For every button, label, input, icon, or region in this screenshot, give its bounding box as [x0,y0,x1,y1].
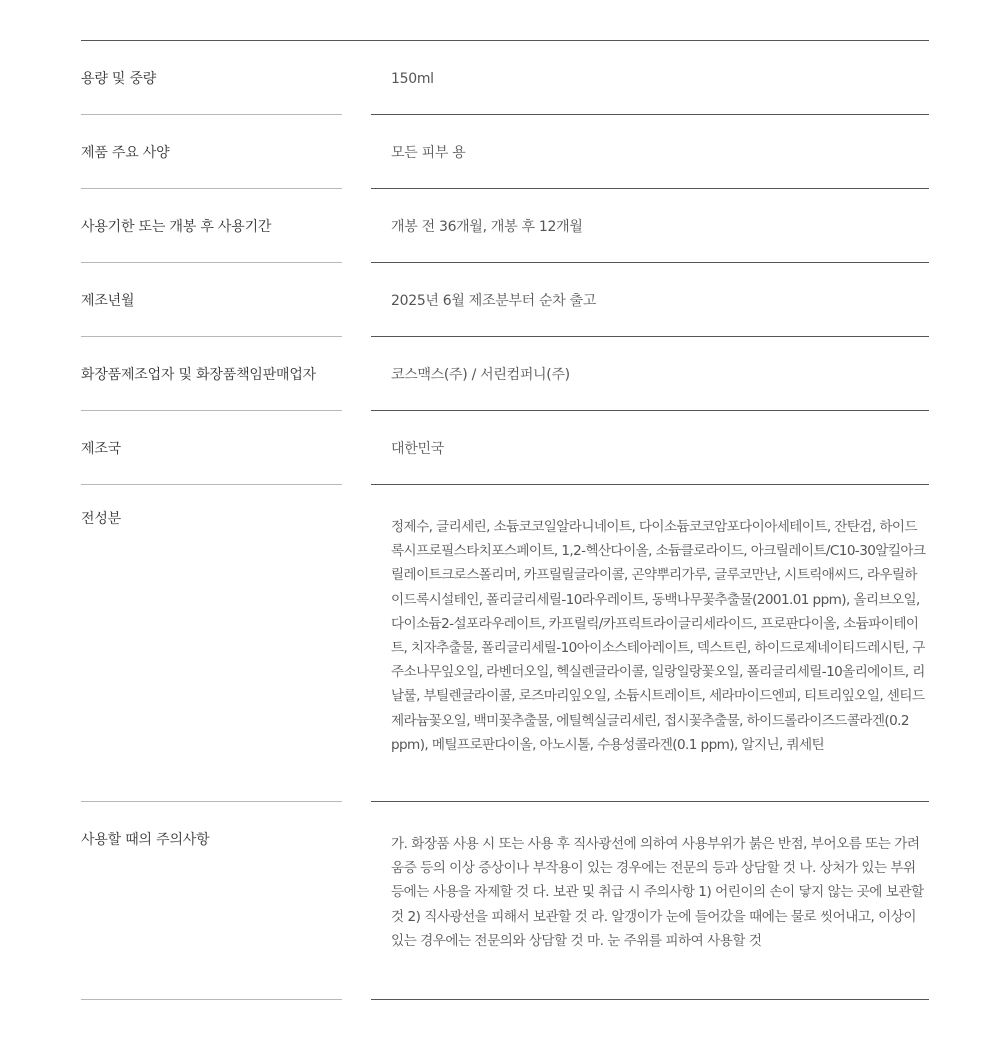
spec-value: 개봉 전 36개월, 개봉 후 12개월 [371,189,929,263]
spec-row-manufacture-date [81,263,929,337]
spec-value: 정제수, 글리세린, 소듐코코일알라니네이트, 다이소듐코코암포다이아세테이트, 잔탄검, 하이드록시프로필스타치포스페이트, 1,2-헥산다이올, 소듐클로라이드, 아크릴레이트/C10-30알킬아크릴레이트크로스폴리머, 카프릴릴글라이콜, 곤약뿌리가루, 글루코만난, 시트릭애씨드, 라우릴하이드록시설테인, 폴리글리세릴-10라우레이트, 동백나무꽃추출물(2001.01 ppm), 올리브오일, 다이소듐2-설포라우레이트, 카프릴릭/카프릭트라이글리세라이드, 프로판다이올, 소듐파이테이트, 치자추출물, 폴리글리세릴-10아이소스테아레이트, 덱스트린, 하이드로제네이티드레시틴, 구주소나무잎오일, 라벤더오일, 헥실렌글라이콜, 일랑일랑꽃오일, 폴리글리세릴-10올리에이트, 리날룰, 부틸렌글라이콜, 로즈마리잎오일, 소듐시트레이트, 세라마이드엔피, 티트리잎오일, 센티드제라늄꽃오일, 백미꽃추출물, 에틸헥실글리세린, 접시꽃추출물, 하이드롤라이즈드콜라겐(0.2 ppm), 메틸프로판다이올, 아노시톨, 수용성콜라겐(0.1 ppm), 알지닌, 쿼세틴 [371,485,929,802]
spec-value: 150ml [371,41,929,115]
spec-label: 사용기한 또는 개봉 후 사용기간 [81,189,342,263]
spec-label: 제품 주요 사양 [81,115,342,189]
spec-row-manufacturer [81,337,929,411]
spec-label: 전성분 [81,485,342,802]
spec-value: 대한민국 [371,411,929,485]
spec-row-ingredients [81,485,929,802]
spec-label: 화장품제조업자 및 화장품책임판매업자 [81,337,342,411]
spec-row-country [81,411,929,485]
spec-label: 사용할 때의 주의사항 [81,802,342,1000]
spec-value: 가. 화장품 사용 시 또는 사용 후 직사광선에 의하여 사용부위가 붉은 반점, 부어오름 또는 가려움증 등의 이상 증상이나 부작용이 있는 경우에는 전문의 등과 상담할 것 나. 상처가 있는 부위 등에는 사용을 자제할 것 다. 보관 및 취급 시 주의사항 1) 어린이의 손이 닿지 않는 곳에 보관할 것 2) 직사광선을 피해서 보관할 것 라. 알갱이가 눈에 들어갔을 때에는 물로 씻어내고, 이상이 있는 경우에는 전문의와 상담할 것 마. 눈 주위를 피하여 사용할 것 [371,802,929,1000]
spec-row-expiry [81,189,929,263]
product-info-table [81,40,929,1000]
spec-value: 2025년 6월 제조분부터 순차 출고 [371,263,929,337]
spec-label: 용량 및 중량 [81,41,342,115]
spec-label: 제조년월 [81,263,342,337]
spec-value: 모든 피부 용 [371,115,929,189]
spec-row-volume [81,41,929,115]
spec-row-skin-type [81,115,929,189]
spec-value: 코스맥스(주) / 서린컴퍼니(주) [371,337,929,411]
spec-label: 제조국 [81,411,342,485]
spec-row-precautions [81,802,929,1000]
